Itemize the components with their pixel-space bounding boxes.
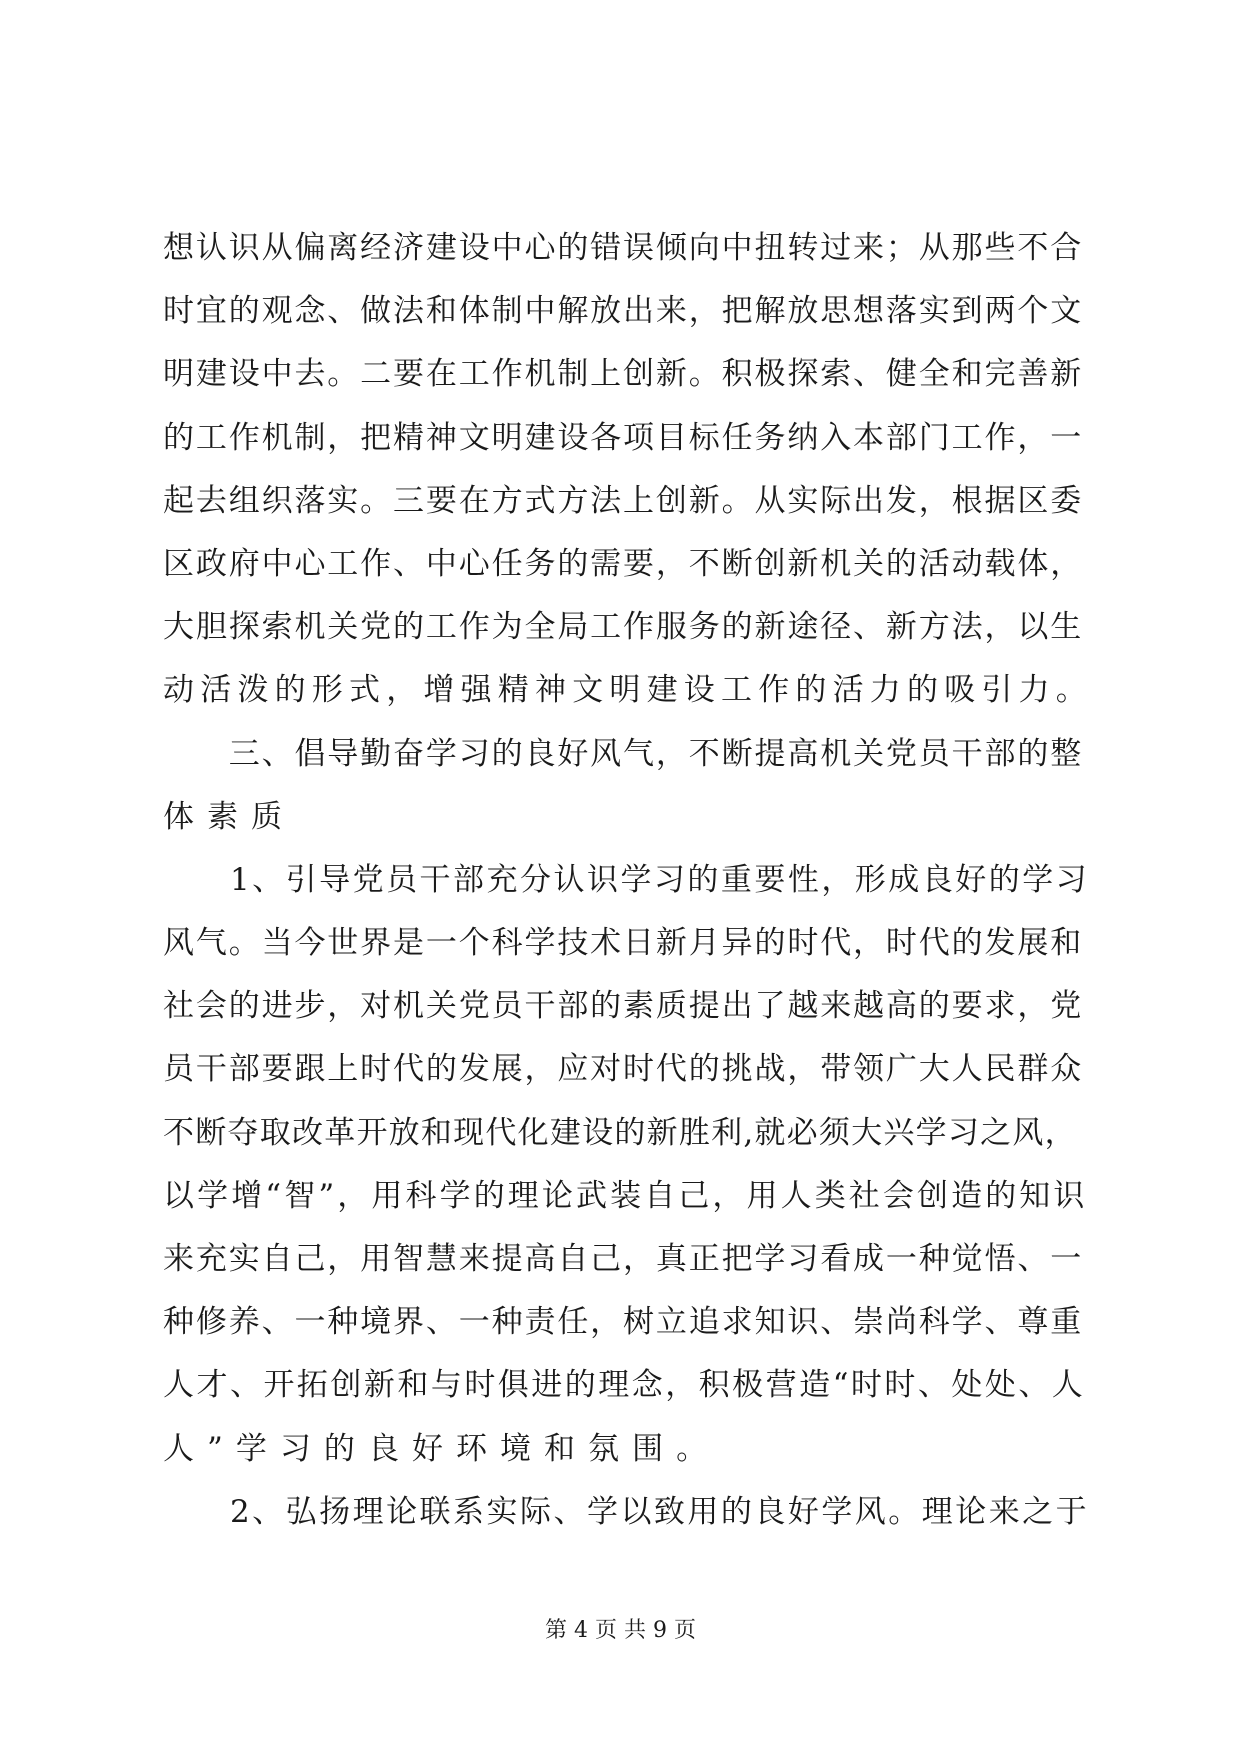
text-line: 想认识从偏离经济建设中心的错误倾向中扭转过来；从那些不合 (163, 230, 1084, 266)
text-line: 社会的进步，对机关党员干部的素质提出了越来越高的要求，党 (163, 988, 1084, 1025)
text-line: 时宜的观念、做法和体制中解放出来，把解放思想落实到两个文 (163, 293, 1084, 330)
text-line: 种修养、一种境界、一种责任，树立追求知识、崇尚科学、尊重 (163, 1304, 1084, 1341)
section-heading: 体素质 (163, 798, 296, 835)
text-line: 来充实自己，用智慧来提高自己，真正把学习看成一种觉悟、一 (163, 1241, 1084, 1277)
page-number-footer: 第 4 页 共 9 页 (545, 1618, 696, 1643)
text-line: 的工作机制，把精神文明建设各项目标任务纳入本部门工作，一 (163, 419, 1084, 456)
text-line: 明建设中去。二要在工作机制上创新。积极探索、健全和完善新 (163, 356, 1084, 393)
section-heading: 三、倡导勤奋学习的良好风气，不断提高机关党员干部的整 (163, 735, 1084, 772)
text-line: 动活泼的形式，增强精神文明建设工作的活力的吸引力。 (163, 672, 1093, 709)
text-line: 区政府中心工作、中心任务的需要，不断创新机关的活动载体， (163, 545, 1084, 582)
text-line: 以学增“智”，用科学的理论武装自己，用人类社会创造的知识 (163, 1177, 1088, 1214)
text-line: 员干部要跟上时代的发展，应对时代的挑战，带领广大人民群众 (163, 1051, 1084, 1088)
text-line: 大胆探索机关党的工作为全局工作服务的新途径、新方法，以生 (163, 609, 1084, 646)
text-line: 起去组织落实。三要在方式方法上创新。从实际出发，根据区委 (163, 482, 1084, 519)
text-line: 1、引导党员干部充分认识学习的重要性，形成良好的学习 (163, 861, 1090, 898)
body-text (163, 228, 1093, 1555)
text-line: 人才、开拓创新和与时俱进的理念，积极营造“时时、处处、人 (163, 1367, 1086, 1404)
text-line: 风气。当今世界是一个科学技术日新月异的时代，时代的发展和 (163, 925, 1084, 962)
text-line: 不断夺取改革开放和现代化建设的新胜利,就必须大兴学习之风， (163, 1114, 1077, 1151)
text-line: 人”学习的良好环境和氛围。 (163, 1430, 721, 1467)
text-line: 2、弘扬理论联系实际、学以致用的良好学风。理论来之于 (163, 1493, 1090, 1530)
